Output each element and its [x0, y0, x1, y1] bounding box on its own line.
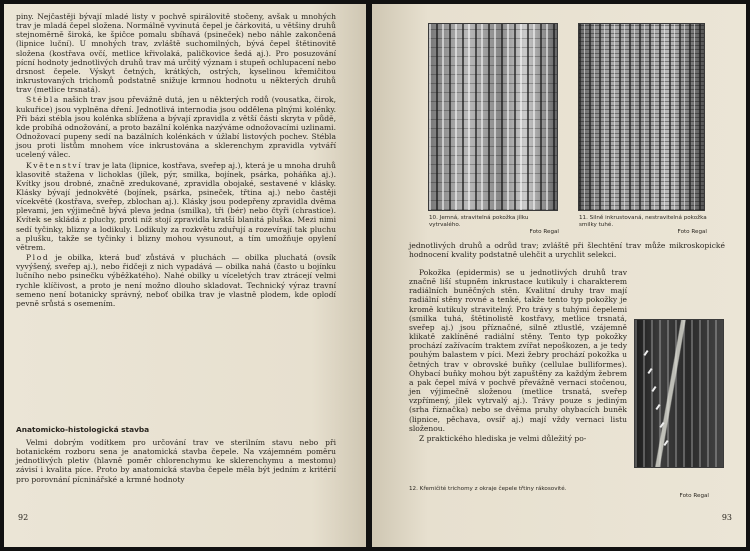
caption-10-text: 10. Jemná, stravitelná pokožka jílku vytrvalého.: [429, 215, 529, 228]
right-page: [372, 4, 746, 547]
right-page-text-a: [409, 241, 725, 259]
paragraph-continuation: jednotlivých druhů a odrůd trav; zvláště při šlechtění trav může mikroskopické hodnocení kvality podstatně ulehčit a urychlit selekci.: [409, 241, 725, 260]
paragraph-epidermis: Pokožka (epidermis) se u jednotlivých druhů trav značně liší stupněm inkrustace kutikuly i charakterem radiálních buněčných stěn. Kvalitní druhy trav mají radiální stěny rovné a tenké, takže tento typ pokožky je kromě kutikuly stravitelný. Pro trávy s tuhými čepelemi (smilka tuhá, štětinolistě kostřavy, metlice trsnatá, sveřep aj.) jsou příznačné, silně ztlustlé, vzájemně klikatě zaklíněné radiální stěny. Tento typ pokožky prochází zažívacím traktem zvířat nepoškozen, a je tedy pouhým balastem v píci. Mezi žebry prochází pokožka u četných trav v obrovské buňky (cellulae bulliformes). Ohybací buňky mohou být zapuštěny za každým žebrem a pak čepel mívá v pochvě převážně vernaci stočenou, jen výjimečně složenou (metlice trsnatá, sveřep vzpřímený, jílek vytrvalý aj.). Trávy pouze s jediným (srha říznačka) nebo se dvěma pruhy ohybacích buněk (lipnice, pěchava, ovsíř aj.) mají vždy vernaci listu složenou.: [409, 268, 627, 433]
photo-10-epidermis-ryegrass: [429, 24, 557, 210]
section-heading: Anatomicko-histologická stavba: [16, 425, 150, 434]
caption-10: [429, 215, 559, 236]
caption-12-credit: Foto Regal: [679, 493, 709, 499]
photo-12-trichomes: [635, 320, 723, 467]
term-stebla: Stébla: [26, 95, 61, 105]
caption-11: [579, 215, 707, 236]
caption-11-credit: Foto Regal: [677, 229, 707, 235]
plod-text: je obilka, která buď zůstává v pluchách — obilka pluchatá (ovsík vyvýšený, sveřep aj.), nebo řidčeji z nich vypadává — obilka nahá (často u bojínku lučního nebo psinečku výběžkatého). Nahé obilky u víceletých trav ztrácejí velmi rychle klíčivost, a proto je není možno dlouho skladovat. Technický výraz travní semeno není botanicky správný, neboť obilka trav je vlastně plodem, kde oplodí pevně srůstá s osemením.: [16, 253, 336, 308]
trichome-mark: [651, 386, 656, 392]
trichome-mark: [659, 422, 664, 428]
right-page-text-b: [409, 268, 627, 443]
paragraph-anatomy: Velmi dobrým vodítkem pro určování trav ve sterilním stavu nebo při botanickém rozboru sena je anatomická stavba čepele. Na vzájemném poměru jednotlivých pletiv (hlavně poměr chlorenchymu ke sklerenchymu a mestomu) závisí i kvalita píce. Proto by anatomická stavba čepele měla být jedním z kritérií pro porovnání pícninářské a krmné hodnoty: [16, 438, 336, 484]
trichome-mark: [663, 440, 668, 446]
term-kvetenstvi: Květenství: [26, 160, 83, 170]
trichome-mark: [647, 368, 652, 374]
page-number-right: 93: [721, 513, 732, 522]
left-page-text-top: [16, 12, 336, 308]
caption-12-text: 12. Křemičité trichomy z okraje čepele třtiny rákosovité.: [409, 486, 567, 492]
left-page: [4, 4, 366, 547]
paragraph-stebla: [16, 95, 336, 159]
photo-11-epidermis-matgrass: [579, 24, 704, 210]
trichome-mark: [655, 404, 660, 410]
caption-12: [409, 486, 709, 500]
trichome-mark: [643, 350, 648, 356]
left-page-text-bottom: [16, 438, 336, 484]
caption-10-credit: Foto Regal: [529, 229, 559, 235]
paragraph-kvetenstvi: [16, 161, 336, 253]
paragraph-practical: Z praktického hlediska je velmi důležitý po-: [419, 433, 587, 443]
page-number-left: 92: [18, 513, 29, 522]
term-plod: Plod: [26, 253, 50, 263]
kvetenstvi-text: trav je lata (lipnice, kostřava, sveřep aj.), která je u mnoha druhů klasovitě stažena v lichoklas (jílek, pýr, smilka, bojínek, psárka, poháňka aj.). Kvítky jsou drobné, značně zredukované, zpravidla obojaké, sestavené v klásky. Klásky bývají jednokvěté (bojínek, psárka, psineček, třtina aj.) nebo častěji vícekvěté (kostřava, sveřep, zblochan aj.). Klásky jsou podepřeny zpravidla dvěma plevami, jen výjimečně bývá pleva jedna (smilka), tři (bér) nebo čtyři (chrastice). Kvítek se skládá z pluchy, proti níž stojí zpravidla kratší blanitá pluška. Mezi nimi sedí tyčinky, blizny a lodikuly. Lodikuly za rozkvětu zduřují a rozevírají tak pluchu a plušku, takže se tyčinky i blizny mohou vysunout, a tím umožňuje opylení větrem.: [16, 160, 336, 252]
paragraph-leaves: piny. Nejčastěji bývají mladé listy v pochvě spirálovitě stočeny, avšak u mnohých trav je mladá čepel složena. Normálně vyvinutá čepel je čárkovitá, u většiny druhů stejnoměrně široká, ke špičce pomalu sbíhavá (psineček) nebo náhle zakončená (lipnice luční). U mnohých trav, zvláště suchomilných, bývá čepel štětinovitě složena (kostřava ovčí, metlice křivolaká, paličkovice šedá aj.). Pro posuzování pícní hodnoty jednotlivých druhů trav má určitý význam i stupeň ochlupacení nebo drsnost čepele. Výskyt četných, krátkých, ostrých, kyselinou křemičitou inkrustovaných trichomů podstatně snižuje krmnou hodnotu u některých druhů trav (metlice trsnatá).: [16, 12, 336, 95]
paragraph-plod: [16, 253, 336, 308]
stebla-text: našich trav jsou převážně dutá, jen u některých rodů (vousatka, čirok, kukuřice) jsou vyplněna dření. Jednotlivá internodia jsou oddělena plnými kolénky. Při bázi stébla jsou kolénka sblížena a bývají zpravidla z větší části skryta v půdě, kde probíhá odnožování, a proto bazální kolénka nazýváme odnožovacími uzlinami. Odnožovací pupeny sedí na bazálních kolénkách v úžlabí listových pochev. Stébla jsou proti listům mnohem více inkrustována a sklerenchym zpravidla vytváří ucelený válec.: [16, 95, 336, 160]
caption-11-text: 11. Silně inkrustovaná, nestravitelná pokožka smilky tuhé.: [579, 215, 707, 228]
